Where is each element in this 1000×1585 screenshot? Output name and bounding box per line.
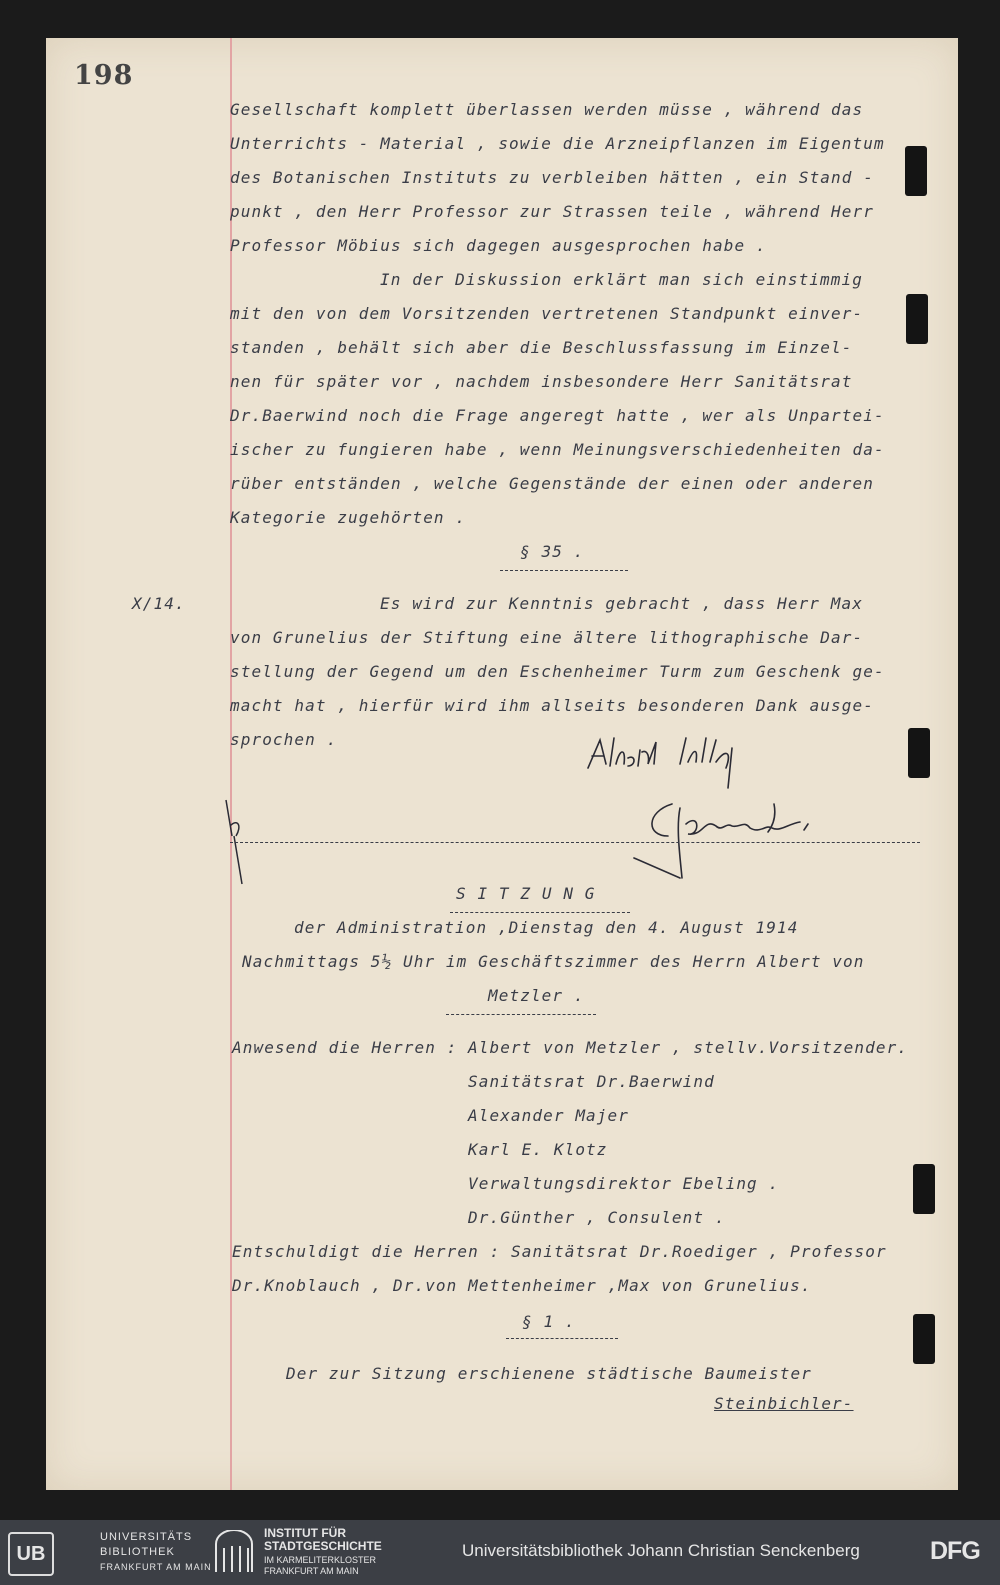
attendee: Albert von Metzler , stellv.Vorsitzender. xyxy=(468,1038,909,1057)
ub-name-line2: BIBLIOTHEK xyxy=(100,1546,175,1558)
isg-name-line2: STADTGESCHICHTE xyxy=(264,1539,382,1553)
text-line: Dr.Knoblauch , Dr.von Mettenheimer ,Max von Grunelius. xyxy=(232,1276,812,1295)
text-line: Es wird zur Kenntnis gebracht , dass Herr Max xyxy=(380,594,863,613)
text-line: stellung der Gegend um den Eschenheimer Turm zum Geschenk ge- xyxy=(230,662,885,681)
text-line: Gesellschaft komplett überlassen werden müsse , während das xyxy=(230,100,864,119)
text-line: Der zur Sitzung erschienene städtische Baumeister xyxy=(286,1364,812,1383)
section-heading: § 35 . xyxy=(520,542,585,561)
text-line: punkt , den Herr Professor zur Strassen teile , während Herr xyxy=(230,202,874,221)
text-line: ischer zu fungieren habe , wenn Meinungsverschiedenheiten da- xyxy=(230,440,885,459)
margin-note: X/14. xyxy=(132,594,186,613)
attendee: Dr.Günther , Consulent . xyxy=(468,1208,726,1227)
sitzung-title: S I T Z U N G xyxy=(456,884,596,903)
index-tab xyxy=(913,1164,935,1214)
title-underline xyxy=(450,912,630,913)
heading-underline xyxy=(506,1338,618,1339)
text-line: Metzler . xyxy=(488,986,585,1005)
index-tab xyxy=(908,728,930,778)
text-line: Kategorie zugehörten . xyxy=(230,508,467,527)
isg-name-line3: IM KARMELITERKLOSTER xyxy=(264,1555,377,1565)
text-line: Unterrichts - Material , sowie die Arzneipflanzen im Eigentum xyxy=(230,134,885,153)
library-name[interactable]: Universitätsbibliothek Johann Christian Senckenberg xyxy=(462,1541,860,1560)
text-line: rüber entständen , welche Gegenstände der einen oder anderen xyxy=(230,474,874,493)
text-line: Entschuldigt die Herren : Sanitätsrat Dr.Roediger , Professor xyxy=(232,1242,887,1261)
text-line: mit den von dem Vorsitzenden vertretenen Standpunkt einver- xyxy=(230,304,864,323)
ub-name-line3: FRANKFURT AM MAIN xyxy=(100,1562,212,1572)
anwesend-label: Anwesend die Herren : xyxy=(232,1038,458,1057)
margin-rule xyxy=(230,38,232,1490)
text-line: standen , behält sich aber die Beschlussfassung im Einzel- xyxy=(230,338,853,357)
index-tab xyxy=(913,1314,935,1364)
attendee: Alexander Majer xyxy=(468,1106,629,1125)
heading-underline xyxy=(500,570,628,571)
text-line: nen für später vor , nachdem insbesondere Herr Sanitätsrat xyxy=(230,372,853,391)
text-line: In der Diskussion erklärt man sich einstimmig xyxy=(380,270,863,289)
text-line: Nachmittags 5½ Uhr im Geschäftszimmer des Herrn Albert von xyxy=(242,952,865,971)
attendee: Karl E. Klotz xyxy=(468,1140,608,1159)
isg-name-line4: FRANKFURT AM MAIN xyxy=(264,1566,359,1576)
text-line: von Grunelius der Stiftung eine ältere lithographische Dar- xyxy=(230,628,864,647)
index-tab xyxy=(906,294,928,344)
isg-name-line1: INSTITUT FÜR xyxy=(264,1526,346,1540)
document-page xyxy=(46,38,958,1490)
attendee: Verwaltungsdirektor Ebeling . xyxy=(468,1174,780,1193)
text-line: Dr.Baerwind noch die Frage angeregt hatte , wer als Unpartei- xyxy=(230,406,885,425)
section-heading: § 1 . xyxy=(522,1312,576,1331)
page-number: 198 xyxy=(74,60,134,91)
text-line: des Botanischen Instituts zu verbleiben hätten , ein Stand - xyxy=(230,168,874,187)
title-underline xyxy=(446,1014,596,1015)
text-line: der Administration ,Dienstag den 4. August 1914 xyxy=(294,918,799,937)
viewer-footer xyxy=(0,1520,1000,1585)
handwritten-signatures xyxy=(576,728,866,888)
ub-logo[interactable]: UB xyxy=(8,1532,54,1576)
text-line: Professor Möbius sich dagegen ausgesprochen habe . xyxy=(230,236,767,255)
index-tab xyxy=(905,146,927,196)
text-line: sprochen . xyxy=(230,730,338,749)
text-line: macht hat , hierfür wird ihm allseits besonderen Dank ausge- xyxy=(230,696,874,715)
separator-line xyxy=(230,842,920,843)
dfg-logo[interactable]: DFG xyxy=(930,1537,980,1565)
attendee: Sanitätsrat Dr.Baerwind xyxy=(468,1072,715,1091)
isg-building-icon[interactable] xyxy=(212,1530,256,1574)
catchword: Steinbichler- xyxy=(714,1394,854,1413)
ub-name-line1: UNIVERSITÄTS xyxy=(100,1531,193,1543)
